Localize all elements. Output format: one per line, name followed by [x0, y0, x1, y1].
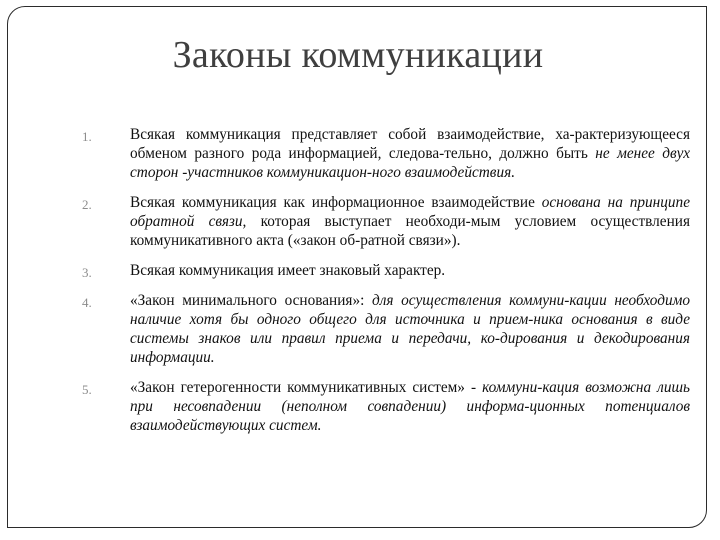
text-part: Всякая коммуникация как информационное взаимодействие — [130, 194, 542, 211]
list-item — [82, 125, 690, 182]
list-item — [82, 261, 690, 280]
list-item — [82, 291, 691, 367]
list-item — [82, 193, 690, 250]
text-part-italic: для осуществления коммуни-кации необходимо наличие хотя бы одного общего для источника и прием-ника основания в виде системы знаков или правил приема и передачи, ко-дирования и декодирования информации. — [130, 292, 691, 366]
text-part-italic: коммуни-кация возможна лишь при несовпадении (неполном совпадении) информа-ционных потенциалов взаимодействующих систем. — [130, 379, 690, 434]
text-part: которая выступает необходи-мым условием осуществления коммуникативного акта («закон об-ратной связи»). — [130, 213, 690, 249]
list-item — [82, 378, 690, 435]
text-part: Всякая коммуникация имеет знаковый характер. — [130, 262, 446, 279]
item-text — [130, 291, 690, 367]
item-text — [130, 261, 690, 280]
text-part: «Закон минимального основания»: — [130, 292, 372, 309]
slide-frame — [7, 6, 707, 528]
item-text — [130, 125, 690, 182]
text-part: «Закон гетерогенности коммуникативных систем» - — [130, 379, 483, 396]
item-text — [130, 378, 690, 435]
item-number: 3. — [82, 265, 92, 280]
slide-title: Законы коммуникации — [172, 34, 544, 76]
text-part: Всякая коммуникация представляет собой взаимодействие, ха-рактеризующееся обменом разного рода информацией, следова-тельно, должно быть — [130, 126, 690, 162]
item-number: 1. — [82, 129, 92, 144]
item-number: 4. — [82, 295, 92, 310]
item-text — [130, 193, 690, 250]
laws-list — [82, 125, 691, 446]
item-number: 2. — [82, 197, 92, 212]
text-part-italic: не менее двух сторон -участников коммуникацион-ного взаимодействия. — [130, 145, 690, 181]
item-number: 5. — [82, 382, 92, 397]
text-part-italic: основана на принципе обратной связи, — [130, 194, 690, 230]
